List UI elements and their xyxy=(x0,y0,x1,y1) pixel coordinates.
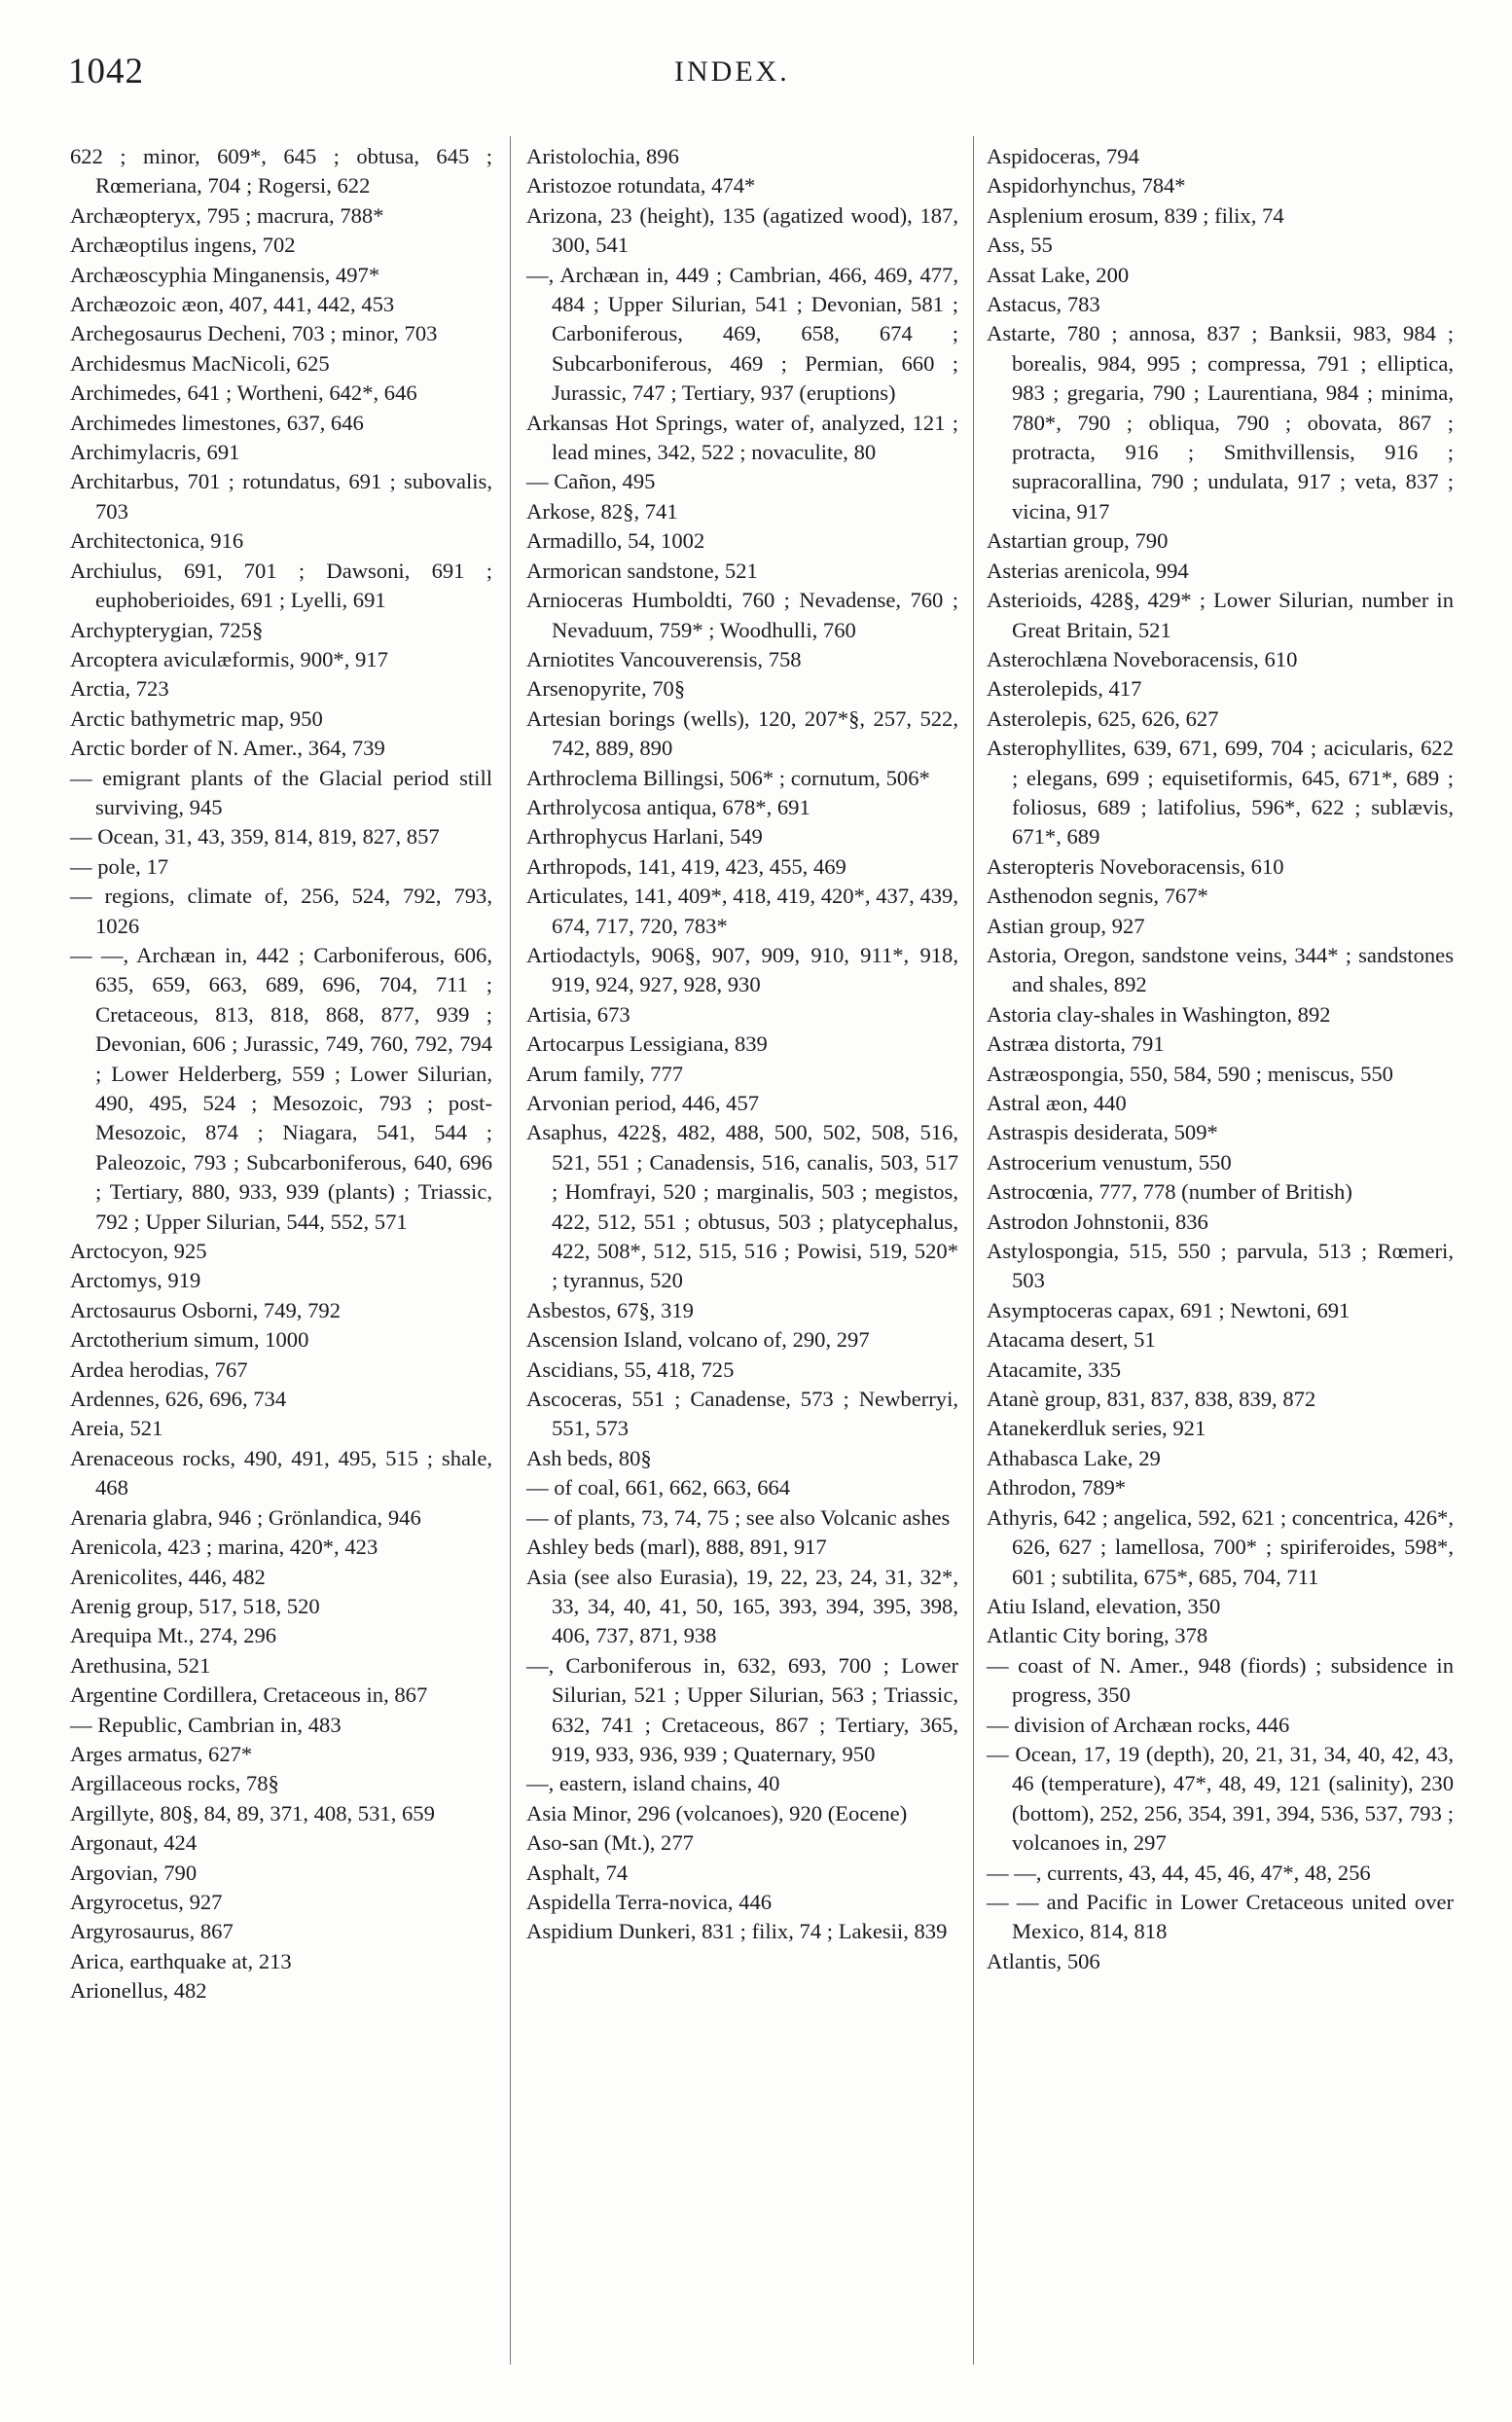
index-entry: Asplenium erosum, 839 ; filix, 74 xyxy=(987,202,1284,228)
index-entry: Asteropteris Noveboracensis, 610 xyxy=(987,853,1284,879)
index-entry: Ass, 55 xyxy=(987,233,1053,258)
index-entry: Asymptoceras capax, 691 ; Newtoni, 691 xyxy=(987,1297,1350,1322)
index-entry: —, Archæan in, 449 ; Cambrian, 466, 469, 477, 484 ; Upper Silurian, 541 ; Devonian, 581 ; Carboniferous, 469, 658, 674 ; Subcarboniferous, 469 ; Permian, 660 ; Jurassic, 747 ; Tertiary, 937 (eruptions) xyxy=(526,262,958,406)
index-entry: Astræa distorta, 791 xyxy=(987,1031,1165,1057)
index-entry: Archimylacris, 691 xyxy=(70,440,240,465)
index-entry: Ascension Island, volcano of, 290, 297 xyxy=(526,1327,870,1353)
index-entry: Architectonica, 916 xyxy=(70,528,244,554)
index-entry: Argonaut, 424 xyxy=(70,1830,198,1856)
index-entry: — coast of N. Amer., 948 (fiords) ; subsidence in progress, 350 xyxy=(987,1652,1454,1708)
index-entry: Artisia, 673 xyxy=(526,1001,630,1027)
index-entry: Archæoscyphia Minganensis, 497* xyxy=(70,262,380,287)
index-entry: Atiu Island, elevation, 350 xyxy=(987,1593,1221,1618)
index-entry: Atlantic City boring, 378 xyxy=(987,1623,1208,1648)
index-entry: Archiulus, 691, 701 ; Dawsoni, 691 ; euphoberioides, 691 ; Lyelli, 691 xyxy=(70,558,492,613)
index-entry: Aristozoe rotundata, 474* xyxy=(526,173,756,199)
index-entry: — —, Archæan in, 442 ; Carboniferous, 606, 635, 659, 663, 689, 696, 704, 711 ; Cretaceous, 813, 818, 868, 877, 939 ; Devonian, 606 ; Jurassic, 749, 760, 792, 794 ; Lower Helderberg, 559 ; Lower Silurian, 490, 495, 524 ; Mesozoic, 793 ; post-Mesozoic, 874 ; Niagara, 541, 544 ; Paleozoic, 793 ; Subcarboniferous, 640, 696 ; Tertiary, 880, 933, 939 (plants) ; Triassic, 792 ; Upper Silurian, 544, 552, 571 xyxy=(70,942,492,1234)
index-entry: Archypterygian, 725§ xyxy=(70,617,264,642)
index-entry: Archegosaurus Decheni, 703 ; minor, 703 xyxy=(70,321,438,346)
index-entry: Arizona, 23 (height), 135 (agatized wood), 187, 300, 541 xyxy=(526,202,958,258)
index-column-1 xyxy=(70,142,492,2006)
index-entry: Arctia, 723 xyxy=(70,676,169,702)
index-entry: Ascidians, 55, 418, 725 xyxy=(526,1356,735,1382)
index-column-3 xyxy=(987,142,1454,1976)
index-entry: Armorican sandstone, 521 xyxy=(526,558,758,583)
index-column-2 xyxy=(526,142,958,1947)
index-entry: — — and Pacific in Lower Cretaceous united over Mexico, 814, 818 xyxy=(987,1889,1454,1944)
index-entry: Arica, earthquake at, 213 xyxy=(70,1948,292,1973)
page-header xyxy=(68,51,1498,99)
index-entry: Aristolochia, 896 xyxy=(526,144,679,168)
index-entry: Astraspis desiderata, 509* xyxy=(987,1120,1218,1145)
index-entry: Arctic bathymetric map, 950 xyxy=(70,705,323,731)
index-entry: Astarte, 780 ; annosa, 837 ; Banksii, 983, 984 ; borealis, 984, 995 ; compressa, 791 ; elliptica, 983 ; gregaria, 790 ; Laurentiana, 984 ; minima, 780*, 790 ; obliqua, 790 ; obovata, 867 ; protracta, 916 ; Smithvillensis, 916 ; supracorallina, 790 ; undulata, 917 ; veta, 837 ; vicina, 917 xyxy=(987,321,1454,524)
index-entry: Athrodon, 789* xyxy=(987,1475,1127,1500)
index-entry: Asthenodon segnis, 767* xyxy=(987,884,1208,909)
index-entry: — emigrant plants of the Glacial period still surviving, 945 xyxy=(70,765,492,819)
index-entry: Aspidella Terra-novica, 446 xyxy=(526,1889,773,1914)
index-entry: — Ocean, 17, 19 (depth), 20, 21, 31, 34, 40, 42, 43, 46 (temperature), 47*, 48, 49, 121 (salinity), 230 (bottom), 252, 256, 354, 391, 394, 536, 537, 793 ; volcanoes in, 297 xyxy=(987,1741,1454,1856)
index-entry: Archæopteryx, 795 ; macrura, 788* xyxy=(70,202,384,228)
index-entry: Asterias arenicola, 994 xyxy=(987,558,1189,583)
index-entry: —, Carboniferous in, 632, 693, 700 ; Lower Silurian, 521 ; Upper Silurian, 563 ; Triassic, 632, 741 ; Cretaceous, 867 ; Tertiary, 365, 919, 933, 936, 939 ; Quaternary, 950 xyxy=(526,1652,958,1766)
index-entry: Astrodon Johnstonii, 836 xyxy=(987,1209,1208,1234)
index-entry: Arsenopyrite, 70§ xyxy=(526,676,686,702)
index-entry: Arctomys, 919 xyxy=(70,1268,201,1293)
index-entry: Archimedes limestones, 637, 646 xyxy=(70,410,364,435)
index-entry: Arctocyon, 925 xyxy=(70,1239,207,1264)
index-entry: Arequipa Mt., 274, 296 xyxy=(70,1623,277,1648)
index-entry: Argentine Cordillera, Cretaceous in, 867 xyxy=(70,1682,428,1708)
index-entry: Asia Minor, 296 (volcanoes), 920 (Eocene) xyxy=(526,1800,908,1826)
index-entry: Ascoceras, 551 ; Canadense, 573 ; Newberryi, 551, 573 xyxy=(526,1387,958,1441)
index-entry: Astrocœnia, 777, 778 (number of British) xyxy=(987,1179,1352,1205)
index-entry: Astral æon, 440 xyxy=(987,1091,1127,1115)
index-entry: Arenig group, 517, 518, 520 xyxy=(70,1593,320,1618)
index-entry: Athabasca Lake, 29 xyxy=(987,1445,1161,1470)
index-entry: Arthrolycosa antiqua, 678*, 691 xyxy=(526,794,810,819)
index-entry: Archæoptilus ingens, 702 xyxy=(70,233,296,258)
index-entry: Aspidoceras, 794 xyxy=(987,144,1139,168)
index-entry: Ash beds, 80§ xyxy=(526,1445,652,1470)
index-entry: Argillaceous rocks, 78§ xyxy=(70,1771,279,1796)
index-entry: Arcoptera aviculæformis, 900*, 917 xyxy=(70,646,388,671)
index-entry: Asia (see also Eurasia), 19, 22, 23, 24, 31, 32*, 33, 34, 40, 41, 50, 165, 393, 394, 395, 398, 406, 737, 871, 938 xyxy=(526,1564,958,1648)
index-entry: Astoria clay-shales in Washington, 892 xyxy=(987,1001,1331,1027)
index-entry: Artesian borings (wells), 120, 207*§, 257, 522, 742, 889, 890 xyxy=(526,705,958,761)
page-number: 1042 xyxy=(68,52,144,91)
index-entry: Arthroclema Billingsi, 506* ; cornutum, 506* xyxy=(526,765,930,790)
index-entry: Ashley beds (marl), 888, 891, 917 xyxy=(526,1535,827,1560)
index-entry: Armadillo, 54, 1002 xyxy=(526,528,705,554)
index-entry: Arenicola, 423 ; marina, 420*, 423 xyxy=(70,1535,378,1560)
index-entry: Arniotites Vancouverensis, 758 xyxy=(526,646,802,671)
index-entry: Asterolepids, 417 xyxy=(987,676,1142,702)
index-entry: Aspidorhynchus, 784* xyxy=(987,173,1186,199)
index-entry: Arthrophycus Harlani, 549 xyxy=(526,824,763,850)
index-entry: Arvonian period, 446, 457 xyxy=(526,1091,760,1115)
index-entry: — Ocean, 31, 43, 359, 814, 819, 827, 857 xyxy=(70,824,440,850)
index-entry: — —, currents, 43, 44, 45, 46, 47*, 48, 256 xyxy=(987,1860,1371,1885)
index-entry: Archæozoic æon, 407, 441, 442, 453 xyxy=(70,292,395,317)
index-entry: Atanekerdluk series, 921 xyxy=(987,1416,1206,1441)
index-entry: Asterophyllites, 639, 671, 699, 704 ; acicularis, 622 ; elegans, 699 ; equisetiformis, 645, 671*, 689 ; foliosus, 689 ; latifolius, 596*, 622 ; sublævis, 671*, 689 xyxy=(987,736,1454,850)
index-entry: Asbestos, 67§, 319 xyxy=(526,1297,694,1322)
index-entry: Areia, 521 xyxy=(70,1416,163,1441)
index-entry: Astræospongia, 550, 584, 590 ; meniscus, 550 xyxy=(987,1061,1393,1086)
index-entry: Astian group, 927 xyxy=(987,913,1145,938)
index-entry: Archimedes, 641 ; Wortheni, 642*, 646 xyxy=(70,380,417,406)
index-entry: — of plants, 73, 74, 75 ; see also Volcanic ashes xyxy=(526,1504,951,1530)
index-entry: Arctic border of N. Amer., 364, 739 xyxy=(70,736,385,761)
index-entry: Arctotherium simum, 1000 xyxy=(70,1327,309,1353)
index-entry: Archidesmus MacNicoli, 625 xyxy=(70,350,330,376)
index-entry: Arum family, 777 xyxy=(526,1061,684,1086)
index-entry: Astartian group, 790 xyxy=(987,528,1169,554)
index-entry: Arionellus, 482 xyxy=(70,1978,207,2004)
index-entry: Arthropods, 141, 419, 423, 455, 469 xyxy=(526,853,846,879)
index-entry: Astoria, Oregon, sandstone veins, 344* ; sandstones and shales, 892 xyxy=(987,942,1454,997)
index-entry: Arenicolites, 446, 482 xyxy=(70,1564,266,1589)
index-entry: Argyrosaurus, 867 xyxy=(70,1919,234,1944)
index-entry: Ardea herodias, 767 xyxy=(70,1356,248,1382)
index-entry: 622 ; minor, 609*, 645 ; obtusa, 645 ; Rœmeriana, 704 ; Rogersi, 622 xyxy=(70,144,492,199)
index-entry: Astrocerium venustum, 550 xyxy=(987,1149,1232,1175)
index-entry: Aspidium Dunkeri, 831 ; filix, 74 ; Lakesii, 839 xyxy=(526,1919,948,1944)
index-entry: Arenaria glabra, 946 ; Grönlandica, 946 xyxy=(70,1504,421,1530)
index-entry: Asterochlæna Noveboracensis, 610 xyxy=(987,646,1298,671)
index-entry: Atlantis, 506 xyxy=(987,1948,1100,1973)
index-entry: Arctosaurus Osborni, 749, 792 xyxy=(70,1297,341,1322)
column-divider xyxy=(973,136,974,2365)
index-entry: Artocarpus Lessigiana, 839 xyxy=(526,1031,768,1057)
index-entry: Architarbus, 701 ; rotundatus, 691 ; subovalis, 703 xyxy=(70,469,492,524)
index-entry: Asterolepis, 625, 626, 627 xyxy=(987,705,1219,731)
index-entry: Argillyte, 80§, 84, 89, 371, 408, 531, 659 xyxy=(70,1800,435,1826)
index-entry: — pole, 17 xyxy=(70,853,169,879)
index-entry: Astacus, 783 xyxy=(987,292,1100,317)
index-entry: — regions, climate of, 256, 524, 792, 793, 1026 xyxy=(70,884,492,938)
index-entry: Argyrocetus, 927 xyxy=(70,1889,223,1914)
index-entry: Arkansas Hot Springs, water of, analyzed, 121 ; lead mines, 342, 522 ; novaculite, 80 xyxy=(526,410,958,465)
index-entry: Ardennes, 626, 696, 734 xyxy=(70,1387,287,1412)
index-entry: Athyris, 642 ; angelica, 592, 621 ; concentrica, 426*, 626, 627 ; lamellosa, 700* ; spiriferoides, 598*, 601 ; subtilita, 675*, 685, 704, 711 xyxy=(987,1504,1454,1589)
index-entry: Aso-san (Mt.), 277 xyxy=(526,1830,694,1856)
index-entry: Assat Lake, 200 xyxy=(987,262,1130,287)
index-entry: Astylospongia, 515, 550 ; parvula, 513 ; Rœmeri, 503 xyxy=(987,1239,1454,1293)
index-entry: Arkose, 82§, 741 xyxy=(526,498,678,524)
index-entry: — of coal, 661, 662, 663, 664 xyxy=(526,1475,791,1500)
index-entry: — division of Archæan rocks, 446 xyxy=(987,1712,1290,1737)
index-entry: Arges armatus, 627* xyxy=(70,1741,253,1766)
index-entry: Arnioceras Humboldti, 760 ; Nevadense, 760 ; Nevaduum, 759* ; Woodhulli, 760 xyxy=(526,588,958,642)
index-entry: Arenaceous rocks, 490, 491, 495, 515 ; shale, 468 xyxy=(70,1445,492,1500)
running-head: INDEX. xyxy=(674,55,790,88)
index-entry: Atacama desert, 51 xyxy=(987,1327,1156,1353)
index-entry: Asaphus, 422§, 482, 488, 500, 502, 508, 516, 521, 551 ; Canadensis, 516, canalis, 503, 517 ; Homfrayi, 520 ; marginalis, 503 ; megistos, 422, 512, 551 ; obtusus, 503 ; platycephalus, 422, 508*, 512, 515, 516 ; Powisi, 519, 520* ; tyrannus, 520 xyxy=(526,1120,958,1293)
index-entry: Asterioids, 428§, 429* ; Lower Silurian, number in Great Britain, 521 xyxy=(987,588,1454,642)
index-entry: Articulates, 141, 409*, 418, 419, 420*, 437, 439, 674, 717, 720, 783* xyxy=(526,884,958,938)
index-entry: Atacamite, 335 xyxy=(987,1356,1122,1382)
index-entry: Asphalt, 74 xyxy=(526,1860,629,1885)
index-entry: Atanè group, 831, 837, 838, 839, 872 xyxy=(987,1387,1316,1412)
column-divider xyxy=(510,136,511,2365)
index-entry: Arethusina, 521 xyxy=(70,1652,211,1678)
index-entry: — Cañon, 495 xyxy=(526,469,656,494)
index-entry: Artiodactyls, 906§, 907, 909, 910, 911*, 918, 919, 924, 927, 928, 930 xyxy=(526,942,958,997)
index-entry: —, eastern, island chains, 40 xyxy=(526,1771,780,1796)
index-entry: Argovian, 790 xyxy=(70,1860,198,1885)
index-entry: — Republic, Cambrian in, 483 xyxy=(70,1712,342,1737)
